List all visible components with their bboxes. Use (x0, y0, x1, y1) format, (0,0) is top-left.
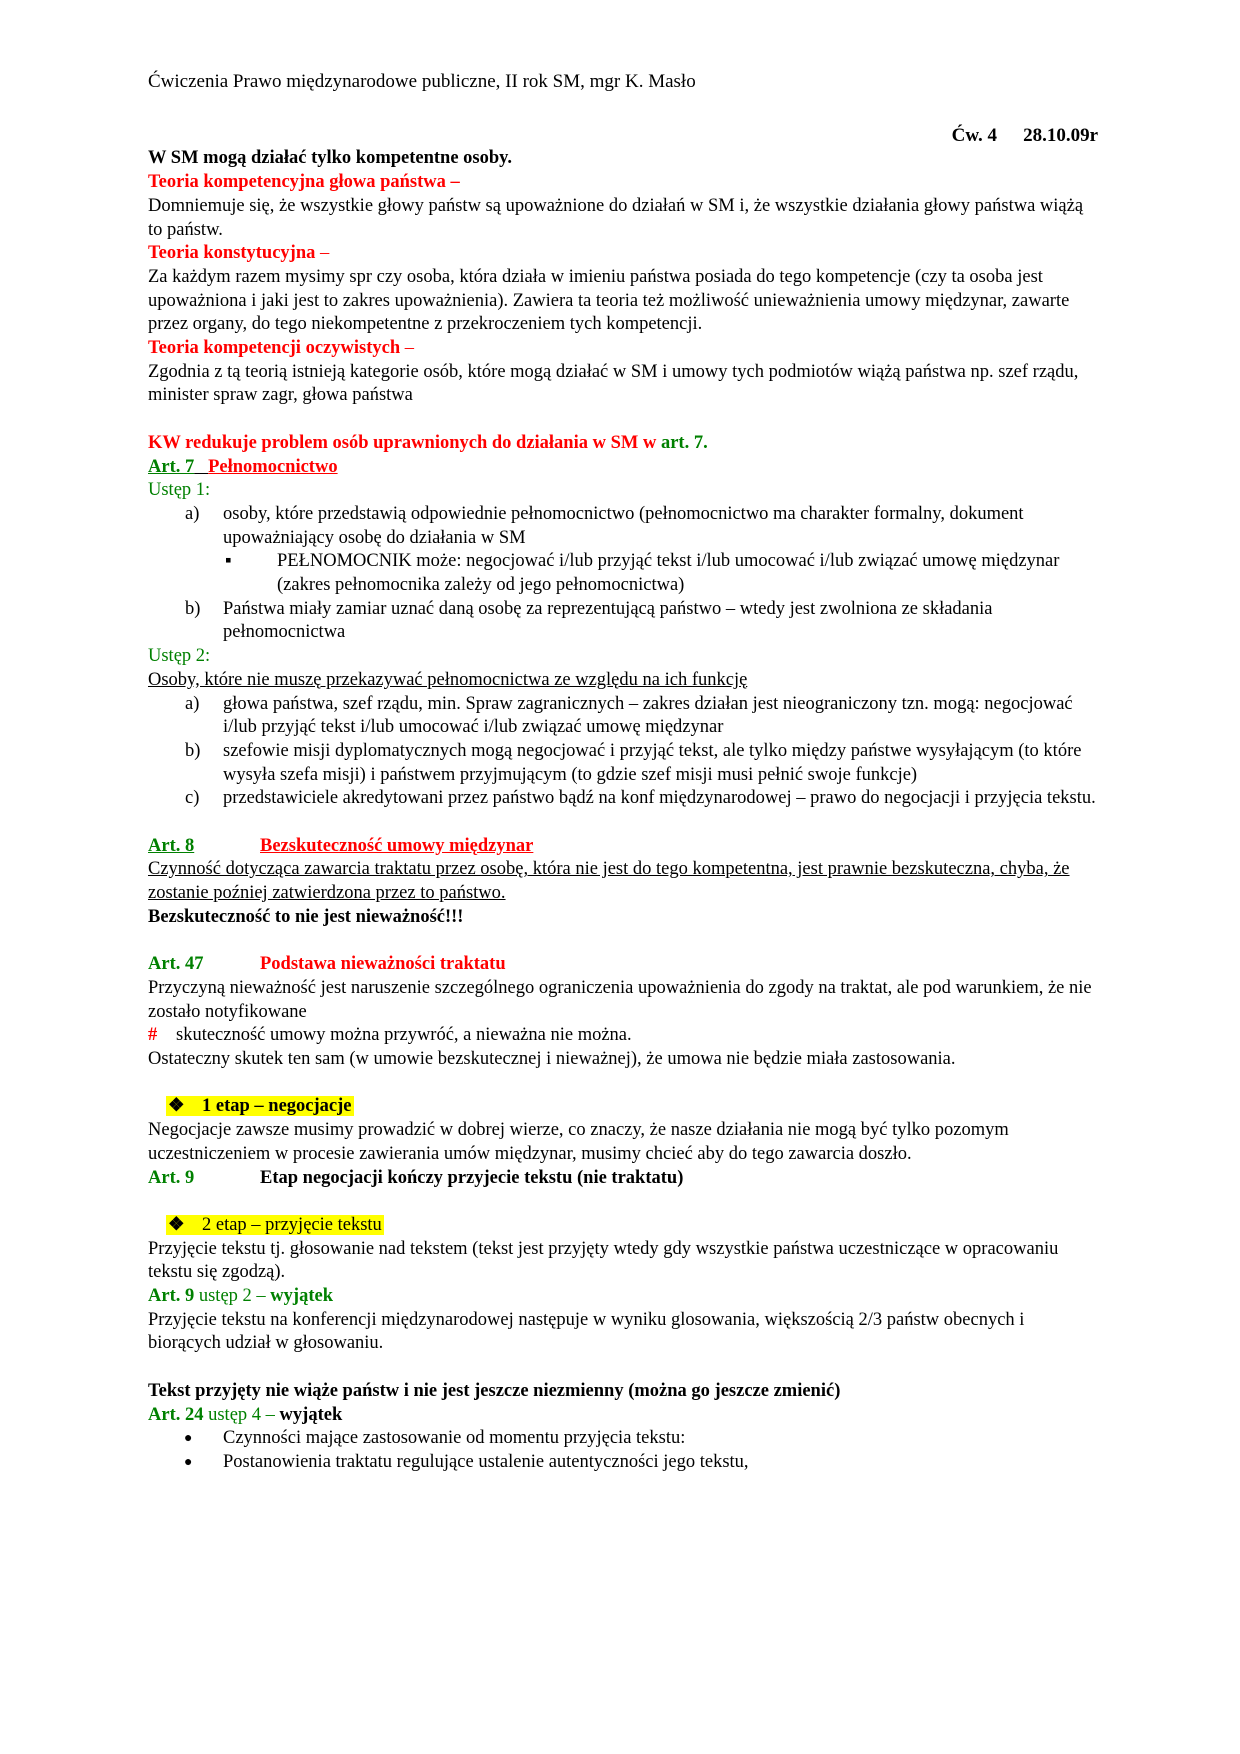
art-9-text: Etap negocjacji kończy przyjecie tekstu (nie traktatu) (260, 1167, 684, 1188)
item-text: osoby, które przedstawią odpowiednie pełnomocnictwo (pełnomocnictwo ma charakter formalny, dokument upoważniający osobę do działania w SM (223, 503, 1024, 548)
art-9-label: Art. 9 (148, 1167, 195, 1188)
art-9-heading (148, 1167, 1098, 1191)
kw-statement (148, 432, 1098, 456)
diamond-bullet-icon: ❖ (168, 1214, 185, 1235)
document-page (148, 70, 1098, 1475)
item-marker: c) (185, 788, 200, 809)
item-marker: b) (185, 740, 201, 761)
bullet-icon: ● (184, 1431, 193, 1447)
art-47-title: Podstawa nieważności traktatu (260, 954, 506, 975)
art-7-heading (148, 456, 1098, 480)
stage-2-heading (148, 1214, 1098, 1238)
art-9-ust-2-exception: wyjątek (270, 1286, 333, 1307)
kw-article-ref: art. 7. (660, 432, 708, 453)
item-text: przedstawiciele akredytowani przez państwo bądź na konf międzynarodowej – prawo do negocjacji i przyjęcia tekstu. (223, 788, 1096, 809)
theory-2-heading (148, 242, 1098, 266)
theory-3-dash: – (400, 338, 414, 359)
art-24-rest: ustęp 4 – (203, 1404, 280, 1425)
art-9-ust-2-text: Przyjęcie tekstu na konferencji międzynarodowej następuje w wyniku glosowania, większością 2/3 państw obecnych i biorących udział w głosowaniu. (148, 1309, 1025, 1354)
stage-1-heading (148, 1095, 1098, 1119)
list-item-text: Postanowienia traktatu regulujące ustalenie autentyczności jego tekstu, (223, 1451, 749, 1472)
kw-statement-text: KW redukuje problem osób uprawnionych do działania w SM w (148, 432, 661, 453)
ustep-1-label: Ustęp 1: (148, 480, 211, 501)
exercise-number: Ćw. 4 (951, 124, 998, 146)
intro-statement: W SM mogą działać tylko kompetentne osoby. (148, 148, 513, 169)
art-9-ust-2-heading (148, 1285, 1098, 1309)
art-8-label: Art. 8 (148, 835, 195, 856)
text-adopted-note: Tekst przyjęty nie wiąże państw i nie jest jeszcze niezmienny (można go jeszcze zmienić) (148, 1380, 841, 1401)
stage-2-text: Przyjęcie tekstu tj. głosowanie nad tekstem (tekst jest przyjęty wtedy gdy wszystkie państwa uczestniczące w opracowaniu tekstu się zgodzą). (148, 1238, 1059, 1283)
stage-1-text: Negocjacje zawsze musimy prowadzić w dobrej wierze, co znaczy, że nasze działania nie mogą być tylko pozomym uczestniczeniem w procesie zawierania umów międzynar, musimy chcieć aby do tego zawarcia doszło. (148, 1120, 1009, 1164)
square-bullet-icon: ▪ (225, 551, 232, 572)
art-8-note: Bezskuteczność to nie jest nieważność!!! (148, 906, 464, 927)
stage-1-title: 1 etap – negocjacje (202, 1096, 352, 1117)
final-effect-text: Ostateczny skutek ten sam (w umowie bezskutecznej i nieważnej), że umowa nie będzie miała zastosowania. (148, 1049, 956, 1070)
art-9-ust-2-rest: ustęp 2 – (194, 1286, 271, 1307)
list-item (148, 503, 1098, 550)
theory-1-title: Teoria kompetencyjna głowa państwa – (148, 172, 460, 193)
list-item (148, 693, 1098, 740)
item-text: Państwa miały zamiar uznać daną osobę za reprezentującą państwo – wtedy jest zwolniona ze składania pełnomocnictwa (223, 598, 993, 643)
art-24-heading (148, 1404, 1098, 1428)
sub-list-item (148, 550, 1098, 597)
list-item (148, 598, 1098, 645)
document-header: Ćwiczenia Prawo międzynarodowe publiczne, II rok SM, mgr K. Masło (148, 71, 696, 92)
art-7-label: Art. 7 (148, 456, 195, 477)
bullet-icon: ● (184, 1454, 193, 1470)
list-item (148, 1427, 1098, 1451)
art-9-ust-2-label: Art. 9 (148, 1286, 195, 1307)
art-24-exception: wyjątek (279, 1404, 343, 1425)
hash-note (148, 1024, 1098, 1048)
item-text: szefowie misji dyplomatycznych mogą negocjować i przyjąć tekst, ale tylko między państwe wysyłającym (to które wysyła szefa misji) i państwem przyjmującym (to gdzie szef misji musi pełnić swoje funkcje) (223, 740, 1082, 785)
theory-3-title: Teoria kompetencji oczywistych (148, 338, 401, 359)
art-8-title: Bezskuteczność umowy międzynar (260, 835, 534, 856)
sub-item-text: PEŁNOMOCNIK może: negocjować i/lub przyjąć tekst i/lub umocować i/lub związać umowę międzynar (zakres pełnomocnika zależy od jego pełnomocnictwa) (277, 551, 1060, 596)
art-47-text: Przyczyną nieważność jest naruszenie szczególnego ograniczenia upoważnienia do zgody na traktat, ale pod warunkiem, że nie zostało notyfikowane (148, 977, 1092, 1022)
hash-icon: # (148, 1025, 158, 1046)
list-item (148, 1451, 1098, 1475)
ustep-2-heading: Osoby, które nie muszę przekazywać pełnomocnictwa ze względu na ich funkcję (148, 669, 748, 690)
ustep-2-label: Ustęp 2: (148, 646, 211, 667)
art-24-label: Art. 24 (148, 1404, 204, 1425)
hash-note-text: skuteczność umowy można przywróć, a nieważna nie można. (176, 1025, 632, 1046)
item-marker: b) (185, 598, 201, 619)
art-7-title: Pełnomocnictwo (208, 456, 338, 477)
art-47-label: Art. 47 (148, 954, 204, 975)
stage-2-title: 2 etap – przyjęcie tekstu (202, 1214, 382, 1235)
theory-1-text: Domniemuje się, że wszystkie głowy państw są upoważnione do działań w SM i, że wszystkie działania głowy państwa wiążą to państw. (148, 195, 1084, 240)
theory-2-title: Teoria konstytucyjna (148, 243, 316, 264)
theory-2-dash: – (315, 243, 330, 264)
exercise-label (148, 124, 1098, 148)
item-marker: a) (185, 503, 200, 524)
theory-3-text: Zgodnia z tą teorią istnieją kategorie osób, które mogą działać w SM i umowy tych podmiotów wiążą państwa np. szef rządu, minister spraw zagr, głowa państwa (148, 361, 1079, 406)
item-text: głowa państwa, szef rządu, min. Spraw zagranicznych – zakres działan jest nieograniczony tzn. mogą: negocjować i/lub przyjąć tekst i/lub umocować i/lub związać umowę międzynar (223, 693, 1073, 738)
art-8-heading (148, 835, 1098, 859)
diamond-bullet-icon: ❖ (168, 1096, 185, 1117)
exercise-date: 28.10.09r (1023, 124, 1098, 146)
list-item-text: Czynności mające zastosowanie od momentu przyjęcia tekstu: (223, 1428, 686, 1449)
theory-3-heading (148, 337, 1098, 361)
art-47-heading (148, 953, 1098, 977)
list-item (148, 787, 1098, 811)
theory-2-text: Za każdym razem mysimy spr czy osoba, która działa w imieniu państwa posiada do tego kompetencje (czy ta osoba jest upoważniona i jaki jest to zakres upoważnienia). Zawiera ta teoria też możliwość unieważnienia umowy międzynar, zawarte przez organy, do tego niekompetentne z przekroczeniem tych kompetencji. (148, 266, 1070, 335)
item-marker: a) (185, 693, 200, 714)
list-item (148, 740, 1098, 787)
art-8-text: Czynność dotycząca zawarcia traktatu przez osobę, która nie jest do tego kompetentna, jest prawnie bezskuteczna, chyba, że zostanie poźniej zatwierdzona przez to państwo. (148, 859, 1070, 904)
